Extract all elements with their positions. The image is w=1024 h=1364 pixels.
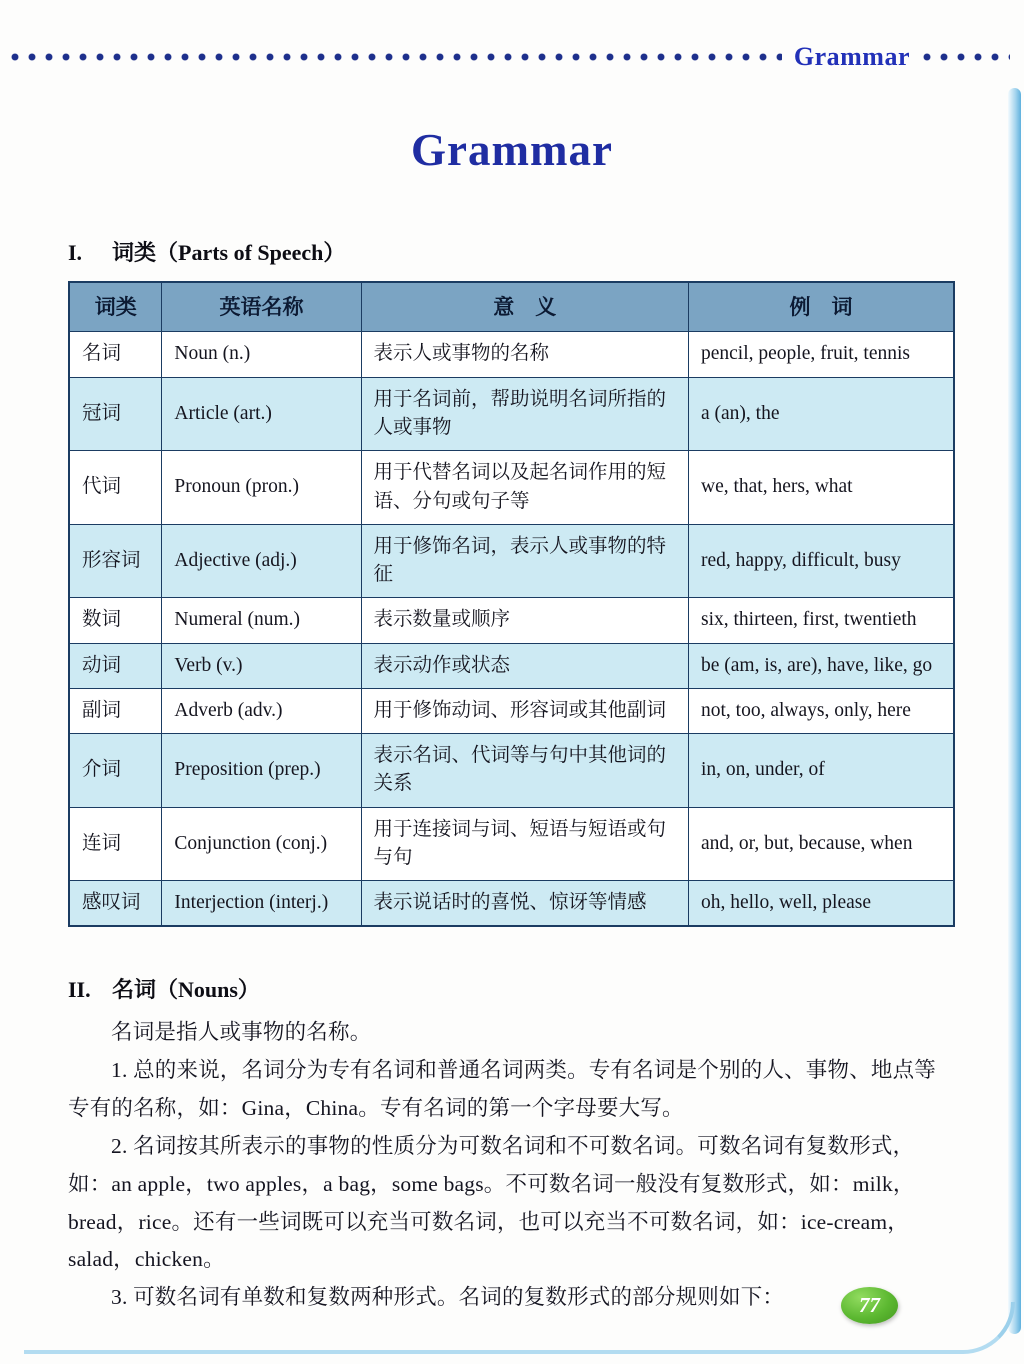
section2-heading: [68, 973, 955, 1004]
pos-meaning: 用于修饰动词、形容词或其他副词: [361, 688, 688, 733]
pos-english-name: Numeral (num.): [162, 598, 361, 643]
pos-meaning: 表示名词、代词等与句中其他词的关系: [361, 734, 688, 808]
table-row: [69, 332, 954, 377]
pos-examples: in, on, under, of: [688, 734, 954, 808]
table-row: [69, 688, 954, 733]
column-header: 词类: [69, 282, 162, 332]
pos-chinese-name: 介词: [69, 734, 162, 808]
pos-examples: red, happy, difficult, busy: [688, 524, 954, 598]
pos-meaning: 用于代替名词以及起名词作用的短语、分句或句子等: [361, 451, 688, 525]
section1-number: I.: [68, 240, 83, 265]
table-header: [69, 282, 954, 332]
pos-meaning: 用于连接词与词、短语与短语或句与句: [361, 807, 688, 881]
pos-examples: oh, hello, well, please: [688, 881, 954, 927]
pos-chinese-name: 副词: [69, 688, 162, 733]
pos-chinese-name: 名词: [69, 332, 162, 377]
column-header: 英语名称: [162, 282, 361, 332]
pos-chinese-name: 动词: [69, 643, 162, 688]
body-paragraph: 1. 总的来说，名词分为专有名词和普通名词两类。专有名词是个别的人、事物、地点等专有的名称，如：Gina，China。专有名词的第一个字母要大写。: [68, 1058, 937, 1121]
table-row: [69, 734, 954, 808]
pos-english-name: Verb (v.): [162, 643, 361, 688]
pos-english-name: Adverb (adv.): [162, 688, 361, 733]
pos-examples: be (am, is, are), have, like, go: [688, 643, 954, 688]
section1-heading: [68, 236, 955, 267]
pos-examples: and, or, but, because, when: [688, 807, 954, 881]
pos-examples: not, too, always, only, here: [688, 688, 954, 733]
pos-meaning: 表示说话时的喜悦、惊讶等情感: [361, 881, 688, 927]
section1-title: 词类（Parts of Speech）: [112, 240, 346, 265]
pos-examples: a (an), the: [688, 377, 954, 451]
section2-number: II.: [68, 977, 91, 1003]
pos-chinese-name: 连词: [69, 807, 162, 881]
pos-chinese-name: 冠词: [69, 377, 162, 451]
page-content: [0, 236, 1024, 1317]
pos-meaning: 表示数量或顺序: [361, 598, 688, 643]
pos-examples: we, that, hers, what: [688, 451, 954, 525]
page-number-badge: [841, 1287, 898, 1324]
parts-of-speech-table: [68, 281, 955, 927]
pos-chinese-name: 形容词: [69, 524, 162, 598]
table-row: [69, 598, 954, 643]
pos-meaning: 表示人或事物的名称: [361, 332, 688, 377]
pos-english-name: Noun (n.): [162, 332, 361, 377]
page-edge-right: [1008, 88, 1021, 1334]
pos-meaning: 表示动作或状态: [361, 643, 688, 688]
body-paragraph: 2. 名词按其所表示的事物的性质分为可数名词和不可数名词。可数名词有复数形式，如：an apple，two apples，a bag，some bags。不可数名词一般没有复数形式，如：milk，bread，rice。还有一些词既可以充当可数名词，也可以充当不可数名词，如：ice-cream，salad，chicken。: [68, 1133, 915, 1272]
body-paragraph: 3. 可数名词有单数和复数两种形式。名词的复数形式的部分规则如下：: [111, 1285, 785, 1310]
column-header: 意 义: [361, 282, 688, 332]
dotted-rule-left-icon: [10, 52, 782, 62]
pos-english-name: Interjection (interj.): [162, 881, 361, 927]
page-number: 77: [859, 1293, 880, 1317]
table-body: [69, 332, 954, 926]
pos-examples: pencil, people, fruit, tennis: [688, 332, 954, 377]
pos-meaning: 用于名词前，帮助说明名词所指的人或事物: [361, 377, 688, 451]
body-paragraph: 名词是指人或事物的名称。: [111, 1020, 372, 1045]
header-label: Grammar: [793, 42, 910, 71]
page-title: Grammar: [411, 125, 613, 175]
table-row: [69, 881, 954, 927]
pos-meaning: 用于修饰名词，表示人或事物的特征: [361, 524, 688, 598]
table-row: [69, 643, 954, 688]
dotted-rule-right-icon: [922, 52, 1010, 62]
pos-english-name: Pronoun (pron.): [162, 451, 361, 525]
pos-chinese-name: 感叹词: [69, 881, 162, 927]
pos-examples: six, thirteen, first, twentieth: [688, 598, 954, 643]
table-row: [69, 451, 954, 525]
section2-title: 名词（Nouns）: [112, 977, 260, 1003]
table-row: [69, 807, 954, 881]
pos-english-name: Preposition (prep.): [162, 734, 361, 808]
table-row: [69, 524, 954, 598]
pos-english-name: Article (art.): [162, 377, 361, 451]
column-header: 例 词: [688, 282, 954, 332]
pos-chinese-name: 数词: [69, 598, 162, 643]
header-rule: [0, 0, 1024, 70]
pos-chinese-name: 代词: [69, 451, 162, 525]
table-header-row: [69, 282, 954, 332]
section2-body: [68, 1014, 955, 1317]
pos-english-name: Adjective (adj.): [162, 524, 361, 598]
table-row: [69, 377, 954, 451]
pos-english-name: Conjunction (conj.): [162, 807, 361, 881]
